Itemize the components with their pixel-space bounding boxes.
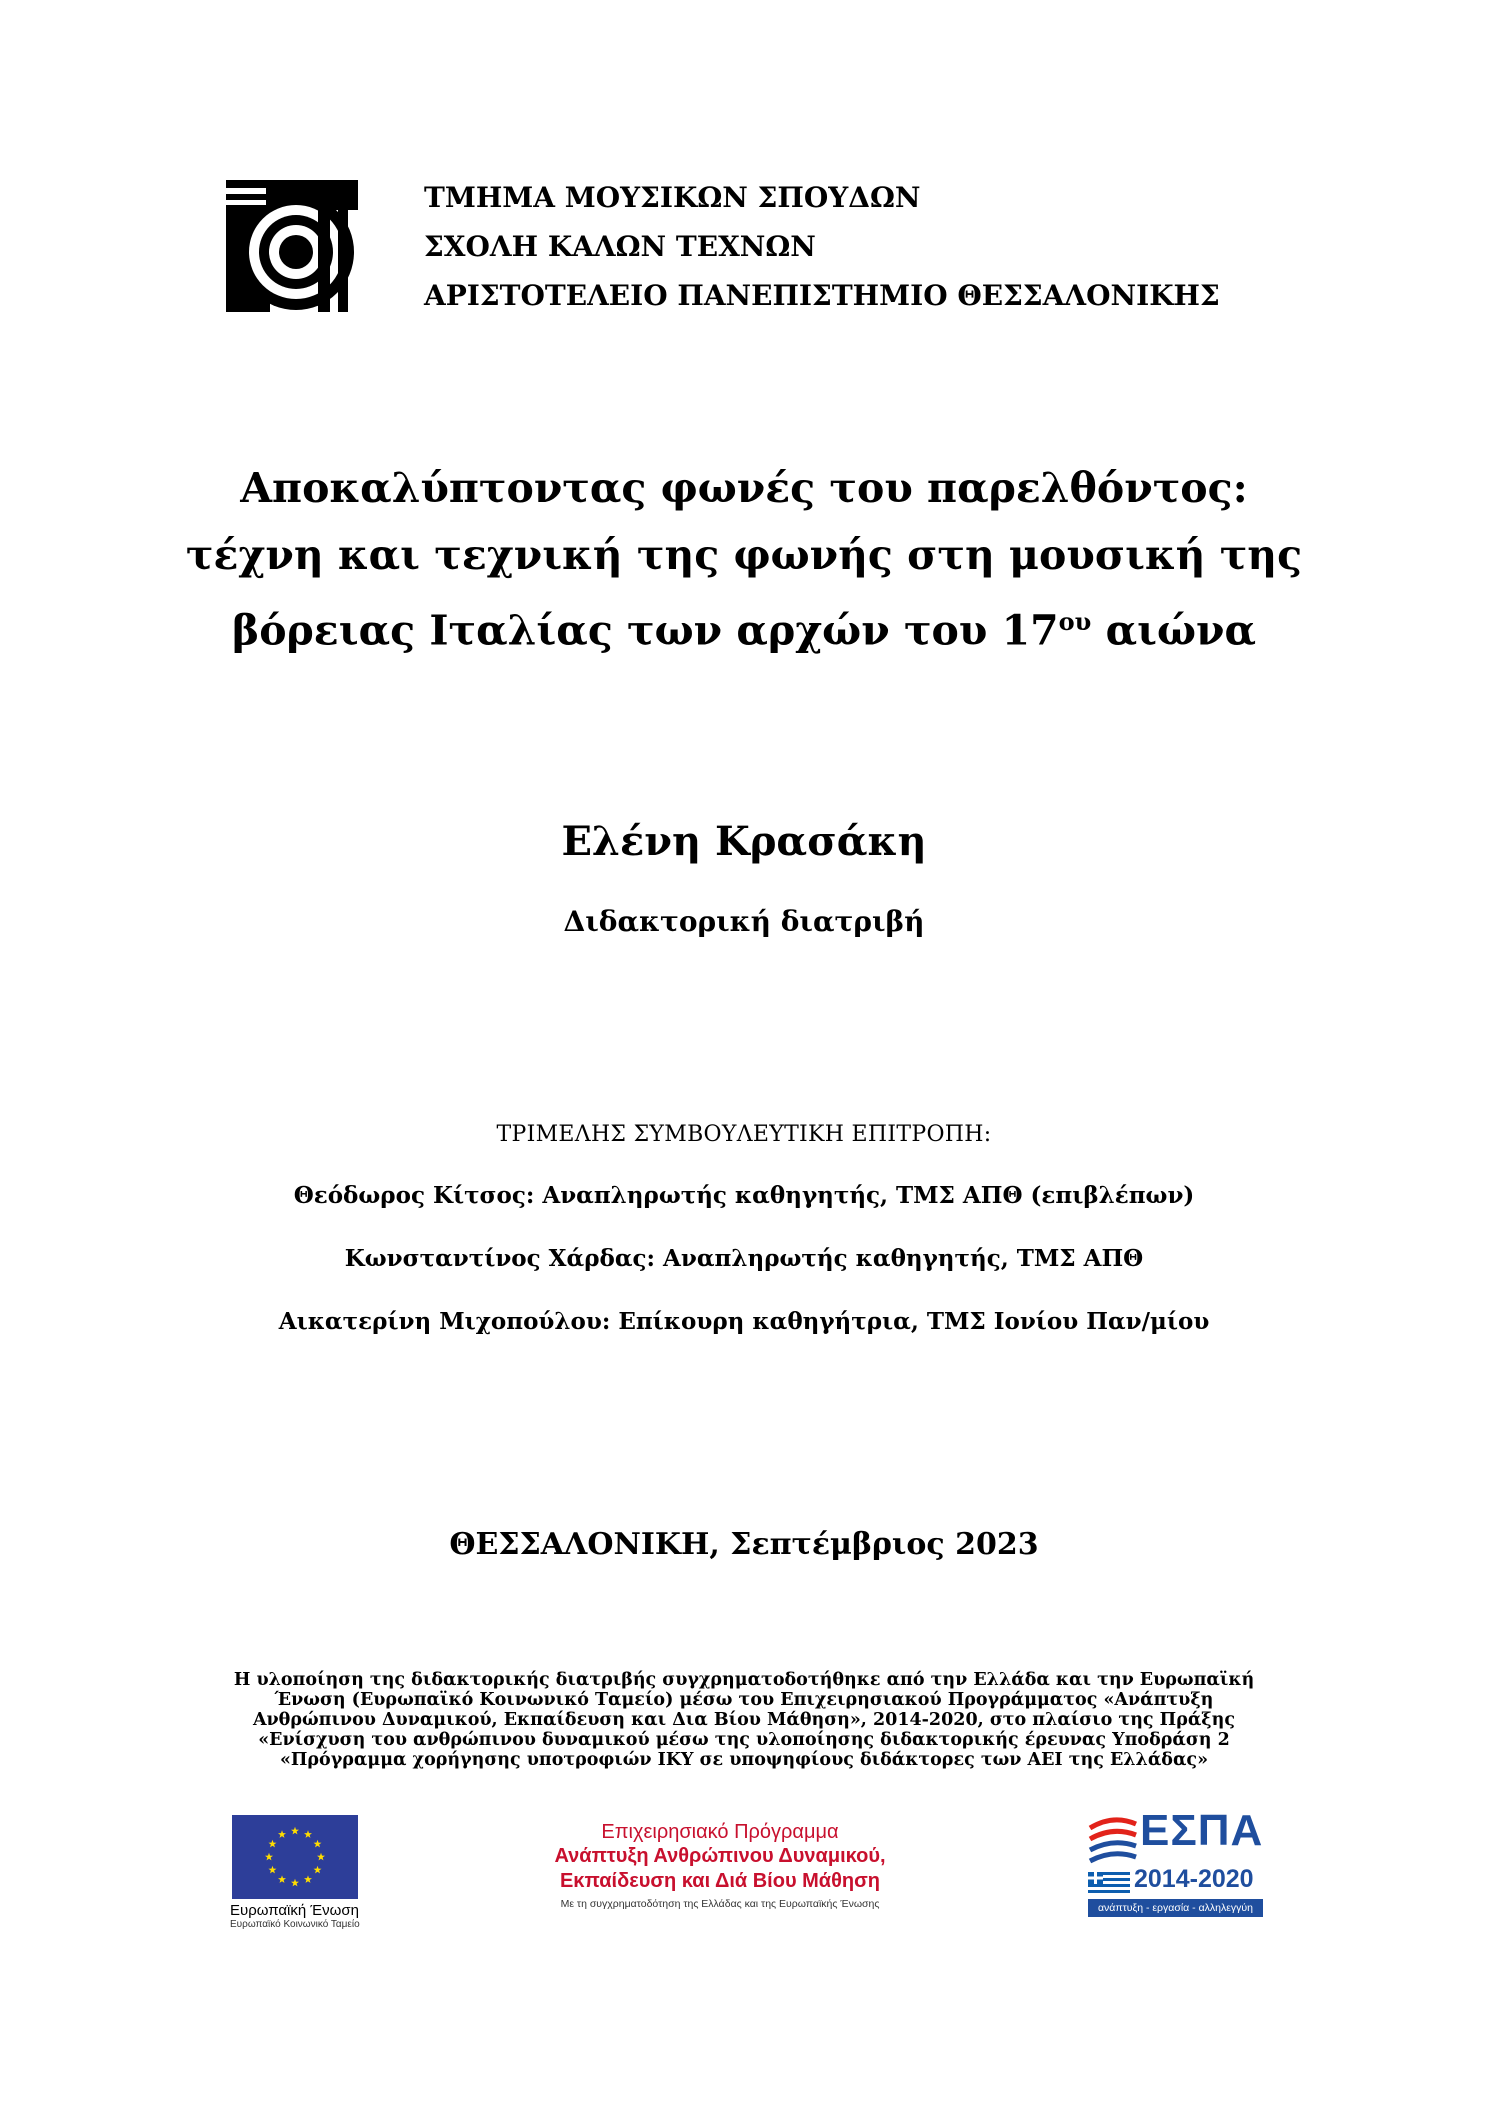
eu-flag-logo xyxy=(232,1815,358,1899)
espa-years: 2014-2020 xyxy=(1134,1865,1254,1893)
espa-logo xyxy=(1088,1806,1264,1922)
operational-programme-logo xyxy=(520,1820,920,1914)
eu-star-icon xyxy=(304,1830,312,1838)
op-cofunding-note: Με τη συγχρηματοδότηση της Ελλάδας και της Ευρωπαϊκής Ένωσης xyxy=(560,1898,880,1910)
committee-member: Θεόδωρος Κίτσος: Αναπληρωτής καθηγητής, ΤΜΣ ΑΠΘ (επιβλέπων) xyxy=(293,1182,1195,1209)
eu-label: Ευρωπαϊκή Ένωση xyxy=(230,1902,359,1919)
thesis-type: Διδακτορική διατριβή xyxy=(563,905,925,938)
eu-star-icon xyxy=(317,1853,325,1861)
funding-note-line: Ένωση (Ευρωπαϊκό Κοινωνικό Ταμείο) μέσω του Επιχειρησιακού Προγράμματος «Ανάπτυξη xyxy=(274,1690,1214,1710)
eu-star-icon xyxy=(268,1866,276,1874)
funding-note-line: «Πρόγραμμα χορήγησης υποτροφιών ΙΚΥ σε υποψηφίους διδάκτορες των ΑΕΙ της Ελλάδας» xyxy=(279,1750,1209,1770)
eu-star-icon xyxy=(314,1866,322,1874)
thesis-title-line-1: Αποκαλύπτοντας φωνές του παρελθόντος: xyxy=(240,464,1248,512)
eu-star-icon xyxy=(291,1879,299,1887)
op-programme-name-line-1: Ανάπτυξη Ανθρώπινου Δυναμικού, xyxy=(554,1845,886,1867)
eu-sublabel: Ευρωπαϊκό Κοινωνικό Ταμείο xyxy=(230,1919,360,1930)
university-name: ΑΡΙΣΤΟΤΕΛΕΙΟ ΠΑΝΕΠΙΣΤΗΜΙΟ ΘΕΣΣΑΛΟΝΙΚΗΣ xyxy=(424,279,1220,312)
eu-star-icon xyxy=(314,1840,322,1848)
author-name: Ελένη Κρασάκη xyxy=(561,818,927,865)
school-name: ΣΧΟΛΗ ΚΑΛΩΝ ΤΕΧΝΩΝ xyxy=(424,230,816,263)
music-note-rings-icon xyxy=(226,180,358,312)
funding-note-line: «Ενίσχυση του ανθρώπινου δυναμικού μέσω της υλοποίησης διδακτορικής έρευνας Υποδράση 2 xyxy=(258,1730,1230,1750)
espa-wordmark: ΕΣΠΑ xyxy=(1140,1806,1264,1855)
department-name: ΤΜΗΜΑ ΜΟΥΣΙΚΩΝ ΣΠΟΥΔΩΝ xyxy=(424,181,921,214)
title-ordinal-superscript: ου xyxy=(1058,607,1092,636)
funding-note-line: Η υλοποίηση της διδακτορικής διατριβής συγχρηματοδοτήθηκε από την Ελλάδα και την Ευρωπαϊκή xyxy=(233,1670,1255,1690)
eu-star-icon xyxy=(304,1875,312,1883)
thesis-title-line-2: τέχνη και τεχνική της φωνής στη μουσική της xyxy=(185,531,1303,579)
thesis-title-line-3 xyxy=(0,597,1488,656)
committee-member: Αικατερίνη Μιχοπούλου: Επίκουρη καθηγήτρια, ΤΜΣ Ιονίου Παν/μίου xyxy=(278,1308,1210,1335)
title-line-3-end: αιώνα xyxy=(1091,606,1257,655)
op-programme-label: Επιχειρησιακό Πρόγραμμα xyxy=(601,1821,839,1843)
music-department-logo xyxy=(226,180,358,312)
eu-star-icon xyxy=(278,1875,286,1883)
eu-star-icon xyxy=(268,1840,276,1848)
greek-flag-icon xyxy=(1088,1872,1130,1896)
eu-stars-icon xyxy=(232,1815,358,1899)
eu-star-icon xyxy=(291,1827,299,1835)
committee-member: Κωνσταντίνος Χάρδας: Αναπληρωτής καθηγητής, ΤΜΣ ΑΠΘ xyxy=(344,1245,1144,1272)
committee-heading: ΤΡΙΜΕΛΗΣ ΣΥΜΒΟΥΛΕΥΤΙΚΗ ΕΠΙΤΡΟΠΗ: xyxy=(496,1122,992,1147)
espa-tagline: ανάπτυξη - εργασία - αλληλεγγύη xyxy=(1088,1899,1263,1917)
title-line-3-main: βόρειας Ιταλίας των αρχών του 17 xyxy=(231,606,1059,655)
place-and-date: ΘΕΣΣΑΛΟΝΙΚΗ, Σεπτέμβριος 2023 xyxy=(449,1527,1039,1562)
espa-swoosh-icon xyxy=(1088,1814,1138,1864)
op-programme-name-line-2: Εκπαίδευση και Διά Βίου Μάθηση xyxy=(559,1870,881,1892)
eu-star-icon xyxy=(265,1853,273,1861)
funding-note-line: Ανθρώπινου Δυναμικού, Εκπαίδευση και Δια Βίου Μάθηση», 2014-2020, στο πλαίσιο της Πράξης xyxy=(252,1710,1236,1730)
eu-star-icon xyxy=(278,1830,286,1838)
